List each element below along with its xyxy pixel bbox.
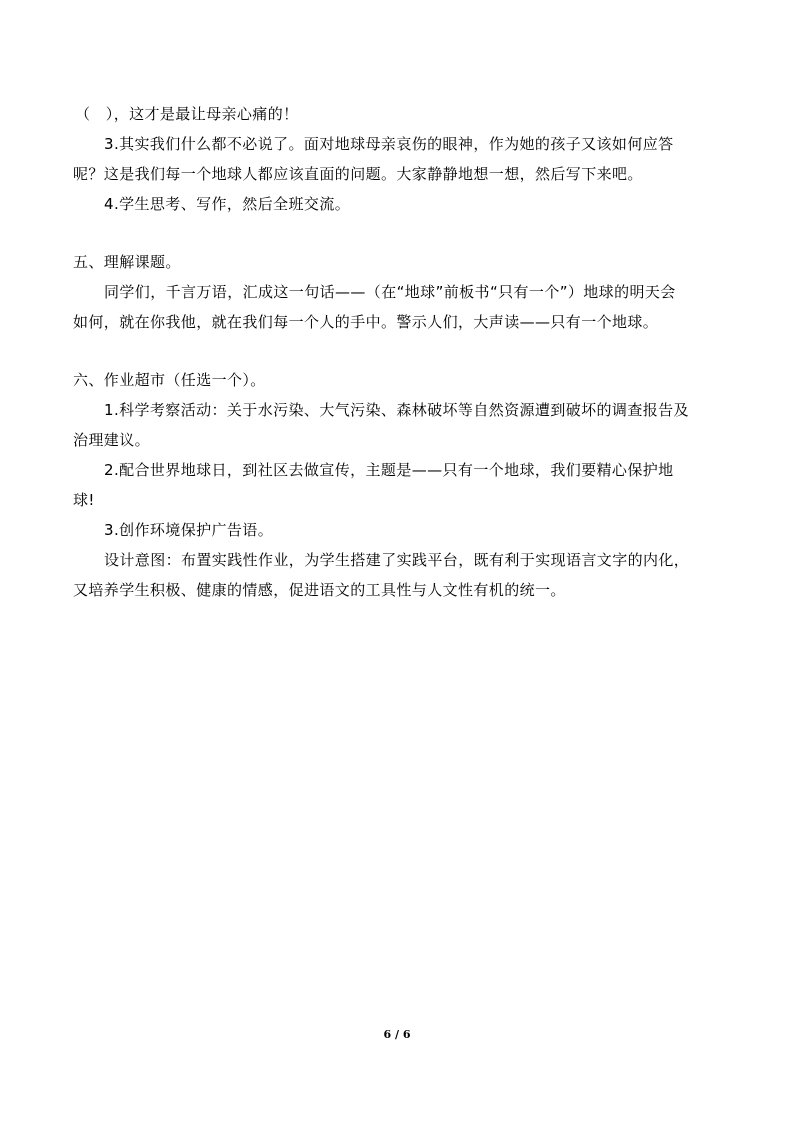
page-number: 6 / 6 xyxy=(383,1028,411,1041)
paragraph-line: 治理建议。 xyxy=(73,431,151,449)
list-item: 2.配合世界地球日，到社区去做宣传，主题是——只有一个地球，我们要精心保护地 xyxy=(104,461,674,479)
list-item: 3.创作环境保护广告语。 xyxy=(104,521,274,539)
paragraph-line: 4.学生思考、写作，然后全班交流。 xyxy=(104,195,351,213)
paragraph-line: 如何，就在你我他，就在我们每一个人的手中。警示人们，大声读——只有一个地球。 xyxy=(73,313,659,331)
paragraph-line: 呢？这是我们每一个地球人都应该直面的问题。大家静静地想一想，然后写下来吧。 xyxy=(73,165,643,183)
list-item: 1.科学考察活动：关于水污染、大气污染、森林破坏等自然资源遭到破坏的调查报告及 xyxy=(104,401,689,419)
paragraph-line: （ ），这才是最让母亲心痛的！ xyxy=(75,105,299,123)
paragraph-line: 又培养学生积极、健康的情感，促进语文的工具性与人文性有机的统一。 xyxy=(73,581,566,599)
paragraph-line: 同学们，千言万语，汇成这一句话——（在“地球”前板书“只有一个”）地球的明天会 xyxy=(104,283,676,301)
paragraph-line: 3.其实我们什么都不必说了。面对地球母亲哀伤的眼神，作为她的孩子又该如何应答 xyxy=(104,135,674,153)
section-heading: 五、理解课题。 xyxy=(73,253,181,271)
section-heading: 六、作业超市（任选一个）。 xyxy=(73,371,266,389)
paragraph-line: 设计意图：布置实践性作业，为学生搭建了实践平台，既有利于实现语言文字的内化， xyxy=(104,551,690,569)
paragraph-line: 球! xyxy=(73,491,95,509)
